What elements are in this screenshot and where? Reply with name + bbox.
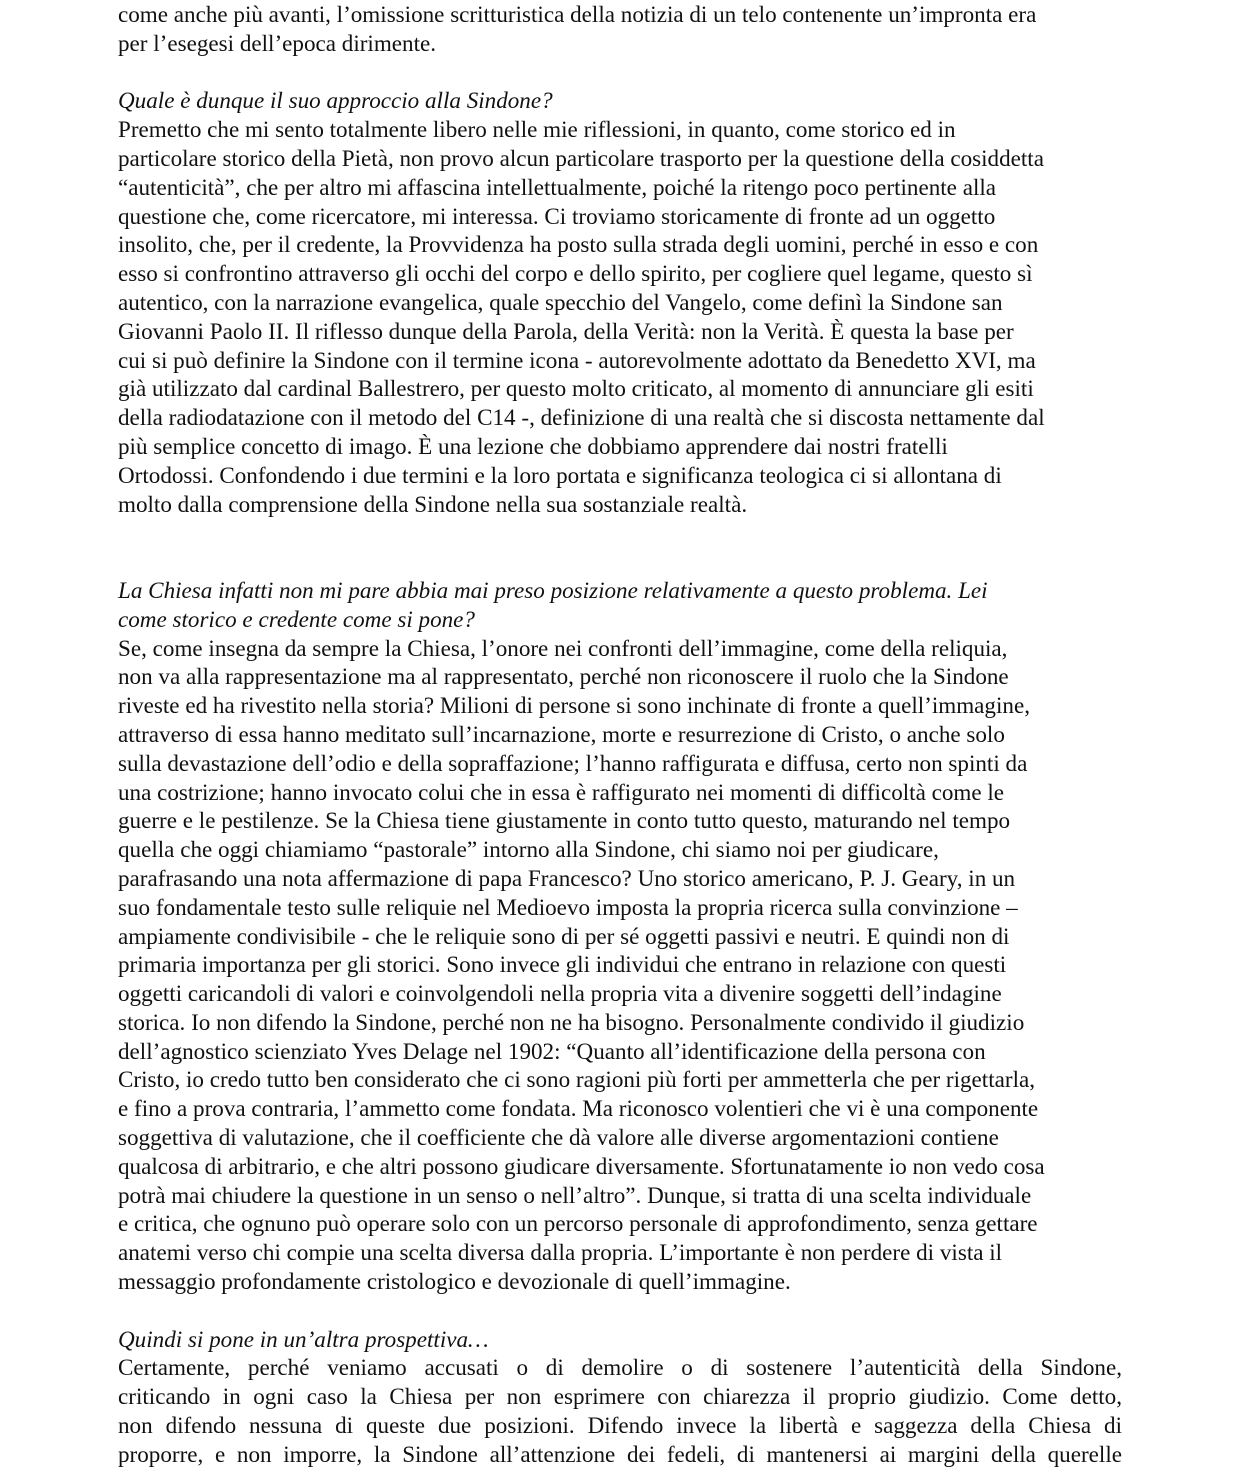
text-line: Se, come insegna da sempre la Chiesa, l’onore nei confronti dell’immagine, come della reliquia, bbox=[118, 634, 1008, 661]
text-line: dell’agnostico scienziato Yves Delage nel 1902: “Quanto all’identificazione della persona con bbox=[118, 1037, 986, 1064]
text-line: primaria importanza per gli storici. Sono invece gli individui che entrano in relazione con questi bbox=[118, 951, 1007, 978]
text-line: autentico, con la narrazione evangelica, quale specchio del Vangelo, come definì la Sindone san bbox=[118, 288, 1003, 315]
text-line: cui si può definire la Sindone con il termine icona - autorevolmente adottato da Benedetto XVI, ma bbox=[118, 346, 1036, 373]
text-line: oggetti caricandoli di valori e coinvolgendoli nella propria vita a divenire soggetti dell’indagine bbox=[118, 980, 1002, 1007]
text-line: insolito, che, per il credente, la Provvidenza ha posto sulla strada degli uomini, perché in esso e con bbox=[118, 231, 1039, 258]
text-line: quella che oggi chiamiamo “pastorale” intorno alla Sindone, chi siamo noi per giudicare, bbox=[118, 836, 939, 863]
text-line: Ortodossi. Confondendo i due termini e la loro portata e significanza teologica ci si allontana di bbox=[118, 461, 1002, 488]
text-line: soggettiva di valutazione, che il coefficiente che dà valore alle diverse argomentazioni contiene bbox=[118, 1124, 999, 1151]
text-line: parafrasando una nota affermazione di papa Francesco? Uno storico americano, P. J. Geary, in un bbox=[118, 864, 1016, 891]
text-line: Cristo, io credo tutto ben considerato che ci sono ragioni più forti per ammetterla che per rigettarla, bbox=[118, 1066, 1036, 1093]
text-line: come anche più avanti, l’omissione scritturistica della notizia di un telo contenente un’impronta era bbox=[118, 1, 1037, 27]
text-line: potrà mai chiudere la questione in un senso o nell’altro”. Dunque, si tratta di una scelta individuale bbox=[118, 1181, 1032, 1208]
text-line: “autenticità”, che per altro mi affascina intellettualmente, poiché la ritengo poco pertinente alla bbox=[118, 173, 997, 200]
text-line: criticando in ogni caso la Chiesa per non esprimere con chiarezza il proprio giudizio. Come detto, bbox=[118, 1383, 1122, 1410]
question-line: Quindi si pone in un’altra prospettiva… bbox=[118, 1325, 489, 1352]
text-line: ampiamente condivisibile - che le reliquie sono di per sé oggetti passivi e neutri. E quindi non di bbox=[118, 922, 1010, 949]
text-line: messaggio profondamente cristologico e devozionale di quell’immagine. bbox=[118, 1268, 791, 1295]
interview-question-2 bbox=[118, 576, 1122, 634]
text-line: e fino a prova contraria, l’ammetto come fondata. Ma riconosco volentieri che vi è una componente bbox=[118, 1095, 1039, 1122]
interview-answer-3 bbox=[118, 1353, 1122, 1468]
text-line: Certamente, perché veniamo accusati o di demolire o di sostenere l’autenticità della Sindone, bbox=[118, 1354, 1122, 1381]
interview-answer-2 bbox=[118, 634, 1122, 1296]
interview-question-3 bbox=[118, 1325, 1122, 1354]
text-line: non va alla rappresentazione ma al rappresentato, perché non riconoscere il ruolo che la Sindone bbox=[118, 663, 1009, 690]
document-page bbox=[118, 0, 1122, 1469]
interview-answer-1 bbox=[118, 115, 1122, 518]
text-line: della radiodatazione con il metodo del C14 -, definizione di una realtà che si discosta nettamente dal bbox=[118, 404, 1045, 431]
text-line: sulla devastazione dell’odio e della sopraffazione; l’hanno raffigurata e diffusa, certo non spinti da bbox=[118, 749, 1028, 776]
text-line: esso si confrontino attraverso gli occhi del corpo e dello spirito, per cogliere quel legame, questo sì bbox=[118, 260, 1033, 287]
text-line: suo fondamentale testo sulle reliquie nel Medioevo imposta la propria ricerca sulla convinzione – bbox=[118, 893, 1018, 920]
text-line: storica. Io non difendo la Sindone, perché non ne ha bisogno. Personalmente condivido il giudizio bbox=[118, 1008, 1025, 1035]
text-line: molto dalla comprensione della Sindone nella sua sostanziale realtà. bbox=[118, 490, 748, 517]
question-line: Quale è dunque il suo approccio alla Sindone? bbox=[118, 87, 553, 114]
text-line: proporre, e non imporre, la Sindone all’attenzione dei fedeli, di mantenersi ai margini della querelle bbox=[118, 1440, 1122, 1467]
text-line: Premetto che mi sento totalmente libero nelle mie riflessioni, in quanto, come storico ed in bbox=[118, 116, 956, 143]
text-line: guerre e le pestilenze. Se la Chiesa tiene giustamente in conto tutto questo, maturando nel tempo bbox=[118, 807, 1011, 834]
text-line: e critica, che ognuno può operare solo con un percorso personale di approfondimento, senza gettare bbox=[118, 1210, 1038, 1237]
interview-question-1 bbox=[118, 86, 1122, 115]
question-line: come storico e credente come si pone? bbox=[118, 605, 475, 632]
text-line: non difendo nessuna di queste due posizioni. Difendo invece la libertà e saggezza della Chiesa di bbox=[118, 1412, 1122, 1439]
text-line: Giovanni Paolo II. Il riflesso dunque della Parola, della Verità: non la Verità. È questa la base per bbox=[118, 317, 1014, 344]
question-line: La Chiesa infatti non mi pare abbia mai preso posizione relativamente a questo problema. Lei bbox=[118, 576, 988, 603]
text-line: per l’esegesi dell’epoca dirimente. bbox=[118, 29, 437, 56]
text-line: una costrizione; hanno invocato colui che in essa è raffigurato nei momenti di difficoltà come le bbox=[118, 778, 1005, 805]
text-line: riveste ed ha rivestito nella storia? Milioni di persone si sono inchinate di fronte a quell’immagine, bbox=[118, 692, 1030, 719]
text-line: attraverso di essa hanno meditato sull’incarnazione, morte e resurrezione di Cristo, o anche solo bbox=[118, 720, 1005, 747]
text-line: questione che, come ricercatore, mi interessa. Ci troviamo storicamente di fronte ad un oggetto bbox=[118, 202, 996, 229]
text-line: già utilizzato dal cardinal Ballestrero, per questo molto criticato, al momento di annunciare gli esiti bbox=[118, 375, 1034, 402]
text-line: qualcosa di arbitrario, e che altri possono giudicare diversamente. Sfortunatamente io non vedo cosa bbox=[118, 1152, 1045, 1179]
text-line: più semplice concetto di imago. È una lezione che dobbiamo apprendere dai nostri fratelli bbox=[118, 432, 948, 459]
text-line: anatemi verso chi compie una scelta diversa dalla propria. L’importante è non perdere di vista il bbox=[118, 1239, 1003, 1266]
intro-paragraph bbox=[118, 0, 1122, 58]
text-line: particolare storico della Pietà, non provo alcun particolare trasporto per la questione della cosiddetta bbox=[118, 144, 1044, 171]
